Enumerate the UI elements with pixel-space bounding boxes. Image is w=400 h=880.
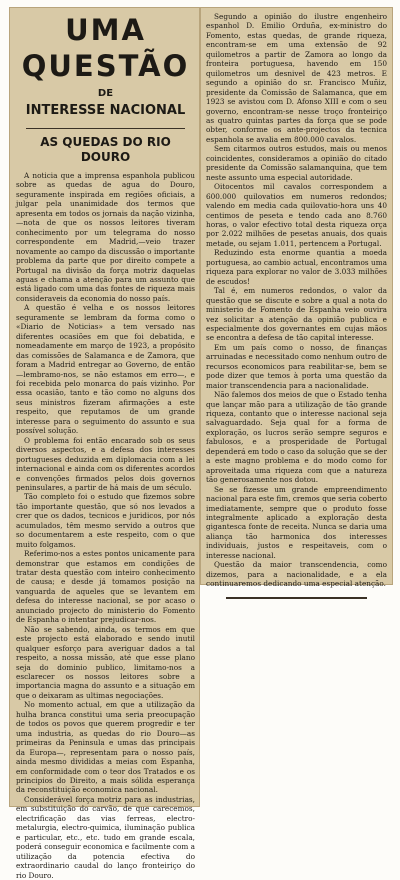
article-paragraph: Se se fizesse um grande empreendimento nacional para este fim, cremos que seria coberto imediatamente, sempre que o produto fosse integralmente aplicado a exploração desta gigantesca fonte de receita. Nunca se daria uma aliança tão harmonica dos interesses individuais, justos e respeitaveis, com o interesse nacional. — [206, 484, 387, 560]
article-paragraph: No momento actual, em que a utilização da hulha branca constitui uma seria preocupação de todos os povos que querem progredir e ter uma industria, as quedas do rio Douro—as primeiras da Peninsula e umas das principais da Europa—, representam para o nosso país, ainda mesmo divididas a meias com Espanha, em conformidade com o teor dos Tratados e os principios do Direito, a mais sólida esperança da reconstituição economica nacional. — [16, 700, 195, 795]
article-paragraph: Tão completo foi o estudo que fizemos sobre tão importante questão, que só nos levados a crer que os dados, tecnicos e juridicos, por nós acumulados, têm mesmo servido a outros que so documentarem a este respeito, com o que muito folgamos. — [16, 492, 195, 549]
article-paragraph: Sem citarmos outros estudos, mais ou menos coincidentes, consideramos a opinião do citado presidente da Comissão salamanquina, que tem neste assunto uma especial autoridade. — [206, 144, 387, 182]
article-paragraph: Não falemos dos meios de que o Estado tenha que lançar mão para a utilização de tão grande riqueza, contanto que o interesse nacional seja salvaguardado. Seja qual for a forma de exploração, os lucros serão sempre seguros e fabulosos, e a prosperidade de Portugal dependerá em todo o caso da solução que se der a este magno problema e do modo como for aproveitada uma riqueza com que a natureza tão generosamente nos dotou. — [206, 390, 387, 485]
article-paragraph: Oitocentos mil cavalos correspondem a 600.000 quilovatios em numeros redondos; valendo em media cada quilovatio-hora uns 40 centimos de peseta e tendo cada ano 8.760 horas, o valor efectivo total desta riqueza orça por 2.022 milhões de pesetas anuais, dos quais metade, ou sejam 1.011, pertencem a Portugal. — [206, 182, 387, 248]
article-paragraph: Referimo-nos a estes pontos unicamente para demonstrar que estamos em condições de tratar desta questão com inteiro conhecimento de causa; e desde já tomamos posição na vanguarda de aqueles que se levantem em defesa do interesse nacional, se por acaso o anunciado projecto do ministerio do Fomento de Espanha o intentar prejudicar-nos. — [16, 549, 195, 625]
article-right-column — [206, 12, 387, 589]
article-paragraph: O problema foi então encarado sob os seus diversos aspectos, e a defesa dos interesses portugueses deduzida em diplomacia com a lei internacional e ainda com os diferentes acordos e convenções firmados pelos dois governos peninsulares, a partir de há mais de um século. — [16, 435, 195, 492]
article-end-rule — [226, 597, 367, 599]
article-subheadline: INTERESSE NACIONAL — [25, 103, 186, 118]
article-paragraph: Reduzindo esta enorme quantia a moeda portuguesa, ao cambio actual, encontramos uma riqueza para explorar no valor de 3.033 milhões de escudos! — [206, 248, 387, 286]
article-paragraph: A questão é velha e os nossos leitores seguramente se lembram da forma como o «Diario de Noticias» a tem versado nas diferentes ocasiões em que foi debatida, e nomeadamente em março de 1923, a propósito das comissões de Salamanca e de Zamora, que foram a Madrid entregar ao Governo, de então —lembramo-nos, se não estamos em erro—, e foi recebida pelo monarca do país vizinho. Por essa ocasião, tanto e tão como no alguns dos seus ministros fizeram afirmações a este respeito, que reputamos de um grande interesse para o seguimento do assunto e sua possível solução. — [16, 303, 195, 436]
article-paragraph: Não se sabendo, ainda, os termos em que este projecto está elaborado e sendo inutil qualquer esforço para averiguar dados a tal respeito, a nossa missão, até que esse plano seja do dominio publico, limitamo-nos a esclarecer os nossos leitores sobre a importancia magna do assunto e a situação em que o deixaram as ultimas negociações. — [16, 624, 195, 700]
article-paragraph: Segundo a opinião do ilustre engenheiro espanhol D. Emilio Orduña, ex-ministro do Fomento, estas quedas, de grande riqueza, encontram-se em uma extensão de 92 quilometros a partir de Zamora ao longo da fronteira portuguesa, havendo em 150 quilometros um desnivel de 423 metros. E segundo a opinião do sr. Francisco Muñiz, presidente da Comissão de Salamanca, que em 1923 se avistou com D. Afonso XIII e com o seu governo, encontram-se nesse troço fronteiriço as quatro quintas partes da força que se pode obter, conforme os ante-projectos da tecnica espanhola se avalia em 800.000 cavalos. — [206, 12, 387, 144]
article-paragraph: A noticia que a imprensa espanhola publicou sobre as quedas de agua do Douro, seguramente inspirada em regiões oficiais, a julgar pela unanimidade dos termos que apresenta em todos os jornais da nação vizinha, —nota de que os nossos leitores tiveram conhecimento por um telegrama do nosso correspondente em Madrid,—veio trazer novamente ao campo da discussão o importante problema da parte que por direito compete a Portugal na divisão da força motriz daquelas aguas e chama a atenção para um assunto que está ligado com uma das fontes de riqueza mais consideraveis da economia do nosso país. — [16, 171, 195, 303]
article-paragraph: Questão da maior transcendencia, como dizemos, para a nacionalidade, e a ela continuaremos dedicando uma especial atenção. — [206, 560, 387, 589]
article-paragraph: Tal é, em numeros redondos, o valor da questão que se discute e sobre a qual a nota do ministerio de Fomento de Espanha veio ouvira vez solicitar a atenção da opinião publica e especialmente dos governantes em cujas mãos se encontra a defesa de tão capital interesse. — [206, 286, 387, 343]
article-paragraph: Em um país como o nosso, de finanças arruinadas e necessitado como nenhum outro de recursos economicos para reabilitar-se, bem se pode dizer que temos à porta uma questão da maior transcendencia para a nacionalidade. — [206, 342, 387, 390]
article-headline: UMA QUESTÃO — [21, 13, 190, 83]
article-left-column — [16, 12, 195, 880]
headline-connector: DE — [97, 88, 114, 99]
divider — [26, 128, 185, 129]
section-heading: AS QUEDAS DO RIO DOURO — [40, 135, 171, 164]
article-paragraph: Considerável força motriz para as industrias, em substituição do carvão, de que carecemos, electrificação das vias ferreas, electro-metalurgia, electro-quimica, iluminação publica e particular, etc., etc. tudo em grande escala, poderá conseguir economica e facilmente com a utilização da potencia efectiva do extraordinario caudal do lanço fronteiriço do rio Douro. — [16, 794, 195, 880]
